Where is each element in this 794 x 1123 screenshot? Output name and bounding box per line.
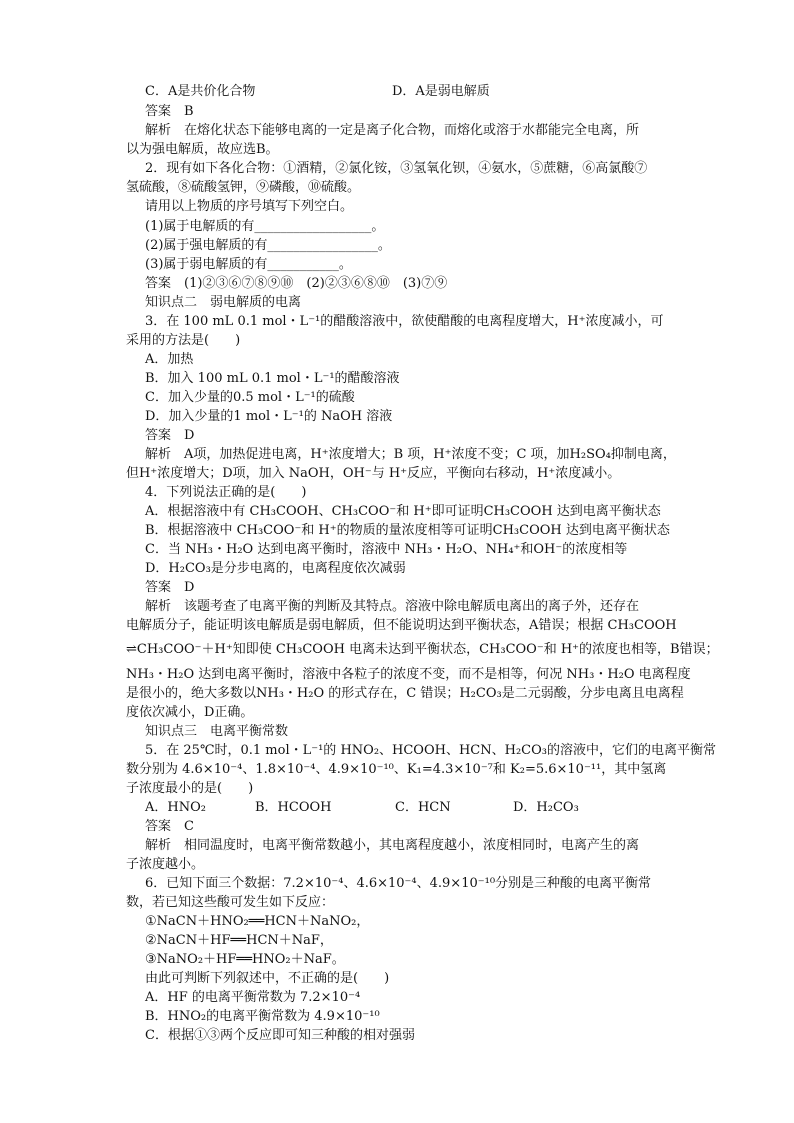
text-line: ①NaCN＋HNO₂══HCN＋NaNO₂， [145, 914, 370, 929]
text-line: 4．下列说法正确的是( ) [145, 485, 307, 500]
text-line: 电解质分子，能证明该电解质是弱电解质，但不能说明达到平衡状态，A错误；根据 CH₃COOH [126, 618, 677, 633]
text-line: 子浓度越小。 [126, 857, 205, 872]
text-line: 子浓度最小的是( ) [126, 781, 254, 796]
text-line: B．加入 100 mL 0.1 mol・L⁻¹的醋酸溶液 [145, 371, 400, 386]
text-line: 解析 A项，加热促进电离，H⁺浓度增大；B 项，H⁺浓度不变；C 项，加H₂SO₄抑制电离， [145, 447, 676, 462]
text-line: B．HCOOH [255, 800, 332, 815]
text-line: C．根据①③两个反应即可知三种酸的相对强弱 [145, 1028, 415, 1043]
text-line: D．H₂CO₃是分步电离的，电离程度依次减弱 [145, 561, 406, 576]
text-line: A．加热 [145, 352, 194, 367]
text-line: C．A是共价化合物 [145, 84, 256, 99]
text-line: 解析 在熔化状态下能够电离的一定是离子化合物，而熔化或溶于水都能完全电离，所 [145, 123, 640, 138]
text-line: 3．在 100 mL 0.1 mol・L⁻¹的醋酸溶液中，欲使醋酸的电离程度增大，H⁺浓度减小，可 [145, 314, 664, 329]
text-line: (1)属于电解质的有__________________。 [145, 219, 385, 234]
text-line: 数分别为 4.6×10⁻⁴、1.8×10⁻⁴、4.9×10⁻¹⁰、K₁=4.3×10⁻⁷和 K₂=5.6×10⁻¹¹，其中氢离 [126, 762, 667, 777]
text-line: C．加入少量的0.5 mol・L⁻¹的硫酸 [145, 390, 355, 405]
text-line: 5．在 25℃时，0.1 mol・L⁻¹的 HNO₂、HCOOH、HCN、H₂CO₃的溶液中，它们的电离平衡常 [145, 743, 716, 758]
text-line: (2)属于强电解质的有_________________。 [145, 238, 391, 253]
text-line: 答案 D [145, 428, 195, 443]
text-line: 但H⁺浓度增大；D项，加入 NaOH，OH⁻与 H⁺反应，平衡向右移动，H⁺浓度减小。 [126, 466, 621, 481]
text-line: ③NaNO₂＋HF══HNO₂＋NaF。 [145, 952, 345, 967]
text-line: 知识点二 弱电解质的电离 [145, 295, 302, 310]
text-line: 答案 (1)②③⑥⑦⑧⑨⑩ (2)②③⑥⑧⑩ (3)⑦⑨ [145, 276, 448, 291]
text-line: 氢硫酸，⑧硫酸氢钾，⑨磷酸，⑩硫酸。 [126, 180, 361, 195]
text-line: D．加入少量的1 mol・L⁻¹的 NaOH 溶液 [145, 409, 393, 424]
text-line: B．根据溶液中 CH₃COO⁻和 H⁺的物质的量浓度相等可证明CH₃COOH 达到电离平衡状态 [145, 523, 670, 538]
text-line: 度依次减小，D正确。 [126, 705, 254, 720]
text-line: 请用以上物质的序号填写下列空白。 [145, 199, 354, 214]
text-line: 采用的方法是( ) [126, 333, 241, 348]
text-line: NH₃・H₂O 达到电离平衡时，溶液中各粒子的浓度不变，而不是相等，何况 NH₃・H₂O 电离程度 [126, 667, 691, 682]
text-line: 是很小的，绝大多数以NH₃・H₂O 的形式存在，C 错误；H₂CO₃是二元弱酸，分步电离且电离程 [126, 686, 684, 701]
text-line: A．HF 的电离平衡常数为 7.2×10⁻⁴ [145, 990, 361, 1005]
text-line: ②NaCN＋HF══HCN＋NaF， [145, 933, 333, 948]
text-line: 解析 相同温度时，电离平衡常数越小，其电离程度越小，浓度相同时，电离产生的离 [145, 838, 640, 853]
text-line: 数，若已知这些酸可发生如下反应： [126, 895, 335, 910]
text-line: A．根据溶液中有 CH₃COOH、CH₃COO⁻和 H⁺即可证明CH₃COOH 达到电离平衡状态 [145, 504, 661, 519]
text-line: A．HNO₂ [145, 800, 206, 815]
text-line: 知识点三 电离平衡常数 [145, 724, 289, 739]
text-line: C．HCN [395, 800, 451, 815]
text-line: D．H₂CO₃ [513, 800, 579, 815]
text-line: (3)属于弱电解质的有___________。 [145, 257, 352, 272]
text-line: 6．已知下面三个数据：7.2×10⁻⁴、4.6×10⁻⁴、4.9×10⁻¹⁰分别是三种酸的电离平衡常 [145, 876, 652, 891]
text-line: 解析 该题考查了电离平衡的判断及其特点。溶液中除电解质电离出的离子外，还存在 [145, 599, 640, 614]
text-line: 2．现有如下各化合物：①酒精，②氯化铵，③氢氧化钡，④氨水，⑤蔗糖，⑥高氯酸⑦ [145, 161, 648, 176]
text-line: 以为强电解质，故应选B。 [126, 142, 279, 157]
text-line: B．HNO₂的电离平衡常数为 4.9×10⁻¹⁰ [145, 1009, 380, 1024]
text-line: D．A是弱电解质 [392, 84, 490, 99]
text-line: 答案 C [145, 819, 194, 834]
text-line: 答案 B [145, 104, 194, 119]
text-line: C．当 NH₃・H₂O 达到电离平衡时，溶液中 NH₃・H₂O、NH₄⁺和OH⁻的浓度相等 [145, 542, 628, 557]
text-line: 答案 D [145, 580, 195, 595]
text-line: 由此可判断下列叙述中，不正确的是( ) [145, 971, 390, 986]
text-line: ⇌CH₃COO⁻＋H⁺知即使 CH₃COOH 电离未达到平衡状态，CH₃COO⁻和 H⁺的浓度也相等，B错误； [126, 642, 719, 657]
